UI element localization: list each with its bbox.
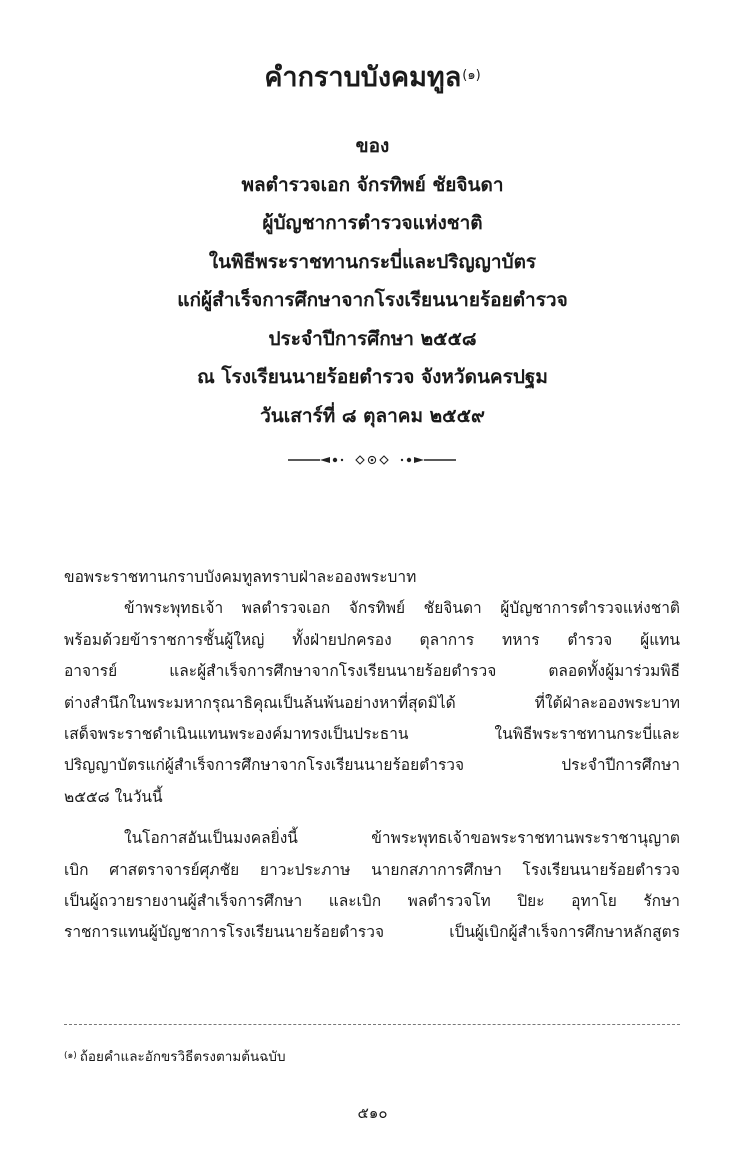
heading-block — [0, 127, 745, 435]
paragraph-1-line: ต่างสำนึกในพระมหากรุณาธิคุณเป็นล้นพ้นอย่างหาที่สุดมิได้ ที่ใต้ฝ่าละอองพระบาท — [64, 693, 680, 712]
paragraph-1-line: พร้อมด้วยข้าราชการชั้นผู้ใหญ่ ทั้งฝ่ายปกครอง ตุลาการ ทหาร ตำรวจ ผู้แทน — [64, 630, 680, 649]
page-number: ๕๑๐ — [357, 1104, 388, 1122]
body-text — [64, 562, 680, 949]
heading-line-graduates: แก่ผู้สำเร็จการศึกษาจากโรงเรียนนายร้อยตำรวจ — [177, 289, 568, 311]
title-text: คำกราบบังคมทูล — [264, 62, 462, 93]
paragraph-1-line: ๒๕๕๘ ในวันนี้ — [64, 787, 163, 806]
title-footnote-mark: (๑) — [462, 68, 481, 83]
heading-line-date: วันเสาร์ที่ ๘ ตุลาคม ๒๕๕๙ — [260, 404, 485, 427]
heading-line-ceremony: ในพิธีพระราชทานกระบี่และปริญญาบัตร — [208, 250, 537, 273]
paragraph-1-line: ปริญญาบัตรแก่ผู้สำเร็จการศึกษาจากโรงเรียนนายร้อยตำรวจ ประจำปีการศึกษา — [64, 756, 680, 775]
paragraph-1-line: อาจารย์ และผู้สำเร็จการศึกษาจากโรงเรียนนายร้อยตำรวจ ตลอดทั้งผู้มาร่วมพิธี — [64, 662, 680, 681]
heading-line-location: ณ โรงเรียนนายร้อยตำรวจ จังหวัดนครปฐม — [197, 366, 548, 388]
footnote-mark: (๑) — [64, 1051, 77, 1061]
footnote-divider — [64, 1024, 680, 1025]
page-title — [0, 58, 745, 98]
paragraph-2-line: ในโอกาสอันเป็นมงคลยิ่งนี้ ข้าพระพุทธเจ้าขอพระราชทานพระราชานุญาต — [124, 829, 680, 848]
paragraph-2-line: เป็นผู้ถวายรายงานผู้สำเร็จการศึกษา และเบิก พลตำรวจโท ปิยะ อุทาโย รักษา — [64, 891, 680, 910]
footnote — [64, 1046, 680, 1068]
opening-text: ขอพระราชทานกราบบังคมทูลทราบฝ่าละอองพระบาท — [64, 568, 417, 586]
paragraph-1-line: เสด็จพระราชดำเนินแทนพระองค์มาทรงเป็นประธาน ในพิธีพระราชทานกระบี่และ — [64, 724, 680, 743]
paragraph-1-line: ข้าพระพุทธเจ้า พลตำรวจเอก จักรทิพย์ ชัยจินดา ผู้บัญชาการตำรวจแห่งชาติ — [124, 599, 680, 618]
footnote-text: ถ้อยคำและอักขรวิธีตรงตามต้นฉบับ — [79, 1049, 286, 1065]
paragraph-2-line: ราชการแทนผู้บัญชาการโรงเรียนนายร้อยตำรวจ เป็นผู้เบิกผู้สำเร็จการศึกษาหลักสูตร — [64, 923, 680, 942]
heading-line-speaker: พลตำรวจเอก จักรทิพย์ ชัยจินดา — [241, 173, 504, 196]
heading-line-position: ผู้บัญชาการตำรวจแห่งชาติ — [262, 212, 483, 234]
decorative-divider-ornament — [286, 451, 458, 469]
paragraph-2-line: เบิก ศาสตราจารย์ศุภชัย ยาวะประภาษ นายกสภาการศึกษา โรงเรียนนายร้อยตำรวจ — [64, 860, 680, 879]
heading-line-academic-year: ประจำปีการศึกษา ๒๕๕๘ — [268, 327, 477, 350]
heading-line-of: ของ — [355, 135, 390, 157]
